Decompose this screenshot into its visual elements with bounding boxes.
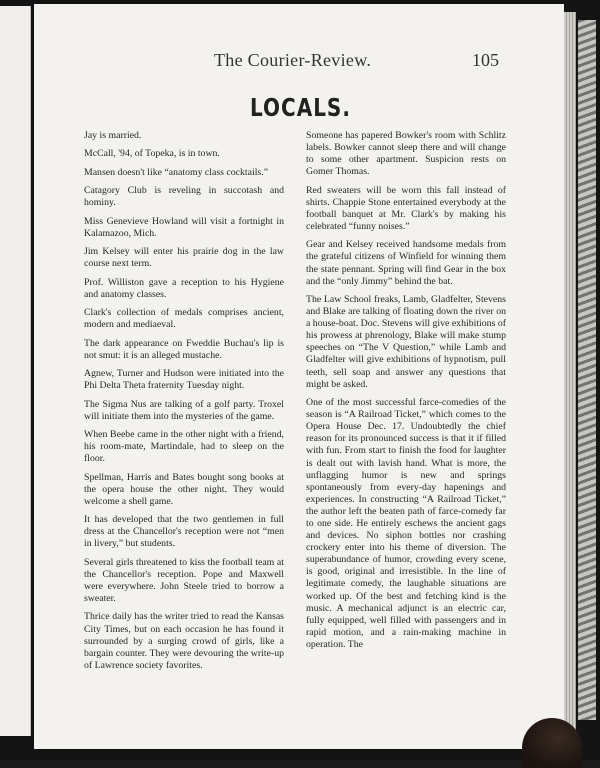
news-item: Mansen doesn't like “anatomy class cocktails.” (84, 166, 269, 178)
news-item: One of the most successful farce-comedies of the season is “A Railroad Ticket,” which comes to the Opera House Dec. 17. Undoubtedly the chief reason for its pronounced success is that it if filled with fun. From start to finish the food for laughter is dealt out with lavish hand. What is more, the unflagging humor is new and springs spontaneously from every-day hapenings and experiences. In constructing “A Railroad Ticket,” the author left the beaten path of farce-comedy far to one side. He entirely eschews the ancient gags and devices. No siphon bottles nor crashing crockery enter into his theme of diversion. The superabundance of humor, crowding every scene, is good, original and irresistible. In the line of legitimate comedy, the laughable situations are worked up. Of the best and fetching kind is the music. A mechanical adjunct is an electric car, fully equipped, well filled with passengers and in rapid motion, and a rain-making machine in operation. The (306, 397, 506, 650)
news-item: Someone has papered Bowker's room with Schlitz labels. Bowker cannot sleep there and will change to some other apartment. Suspicion rests on Gomer Thomas. (306, 130, 506, 178)
news-item: Several girls threatened to kiss the football team at the Chancellor's reception. Pope and Maxwell were everywhere. John Steele tried to borrow a sweater. (84, 556, 284, 605)
news-item: Spellman, Harris and Bates bought song books at the opera house the other night. They would welcome a shell game. (84, 471, 284, 507)
left-text-column (84, 130, 284, 678)
news-item: Clark's collection of medals comprises ancient, modern and mediaeval. (84, 307, 284, 331)
news-item: Jim Kelsey will enter his prairie dog in the law course next term. (84, 246, 284, 270)
news-item: The Sigma Nus are talking of a golf party. Troxel will initiate them into the mysteries of the game. (84, 398, 284, 422)
news-item: Agnew, Turner and Hudson were initiated into the Phi Delta Theta fraternity Tuesday night. (84, 368, 284, 392)
facing-page-edge (0, 6, 31, 736)
news-item: Jay is married. (84, 130, 142, 141)
news-item: When Beebe came in the other night with a friend, his room-mate, Martindale, had to sleep on the floor. (84, 429, 284, 465)
news-item: The dark appearance on Fweddie Buchau's lip is not smut: it is an alleged mustache. (84, 337, 284, 361)
running-header-title: The Courier-Review. (214, 50, 372, 70)
marbled-endpaper-strip (578, 20, 596, 720)
right-text-column (306, 130, 506, 657)
news-item: Thrice daily has the writer tried to read the Kansas City Times, but on each occasion he has found it surrounded by a surging crowd of girls, like a bargain counter. They were devouring the write-up of Lawrence society favorites. (84, 611, 284, 671)
page-stack-edge (564, 12, 576, 732)
page-number: 105 (472, 50, 499, 70)
news-item: The Law School freaks, Lamb, Gladfelter, Stevens and Blake are talking of floating down the river on a house-boat. Doc. Stevens will give exhibitions of his prowess at phrenology, Blake will make stump speeches on “The V Question,” while Lamb and Gladfelter will give exhibitions of hypnotism, pull teeth, sell soap and answer any questions that might be asked. (306, 294, 506, 390)
news-item: Catagory Club is reveling in succotash and hominy. (84, 185, 284, 209)
section-title: LOCALS. (250, 92, 351, 122)
news-item: McCall, '94, of Topeka, is in town. (84, 148, 220, 160)
news-item: Prof. Williston gave a reception to his Hygiene and anatomy classes. (84, 276, 284, 300)
news-item: Miss Genevieve Howland will visit a fortnight in Kalamazoo, Mich. (84, 215, 284, 239)
news-item: Red sweaters will be worn this fall instead of shirts. Chappie Stone entertained everybody at the football banquet at Mr. Clark's by making his celebrated “funny noises.” (306, 184, 506, 232)
news-item: Gear and Kelsey received handsome medals from the grateful citizens of Winfield for winning them the state pennant. Spring will find Gear in the box and the “only Jimmy” behind the bat. (306, 239, 506, 287)
news-item: It has developed that the two gentlemen in full dress at the Chancellor's reception were not “men in livery,” but students. (84, 514, 284, 550)
